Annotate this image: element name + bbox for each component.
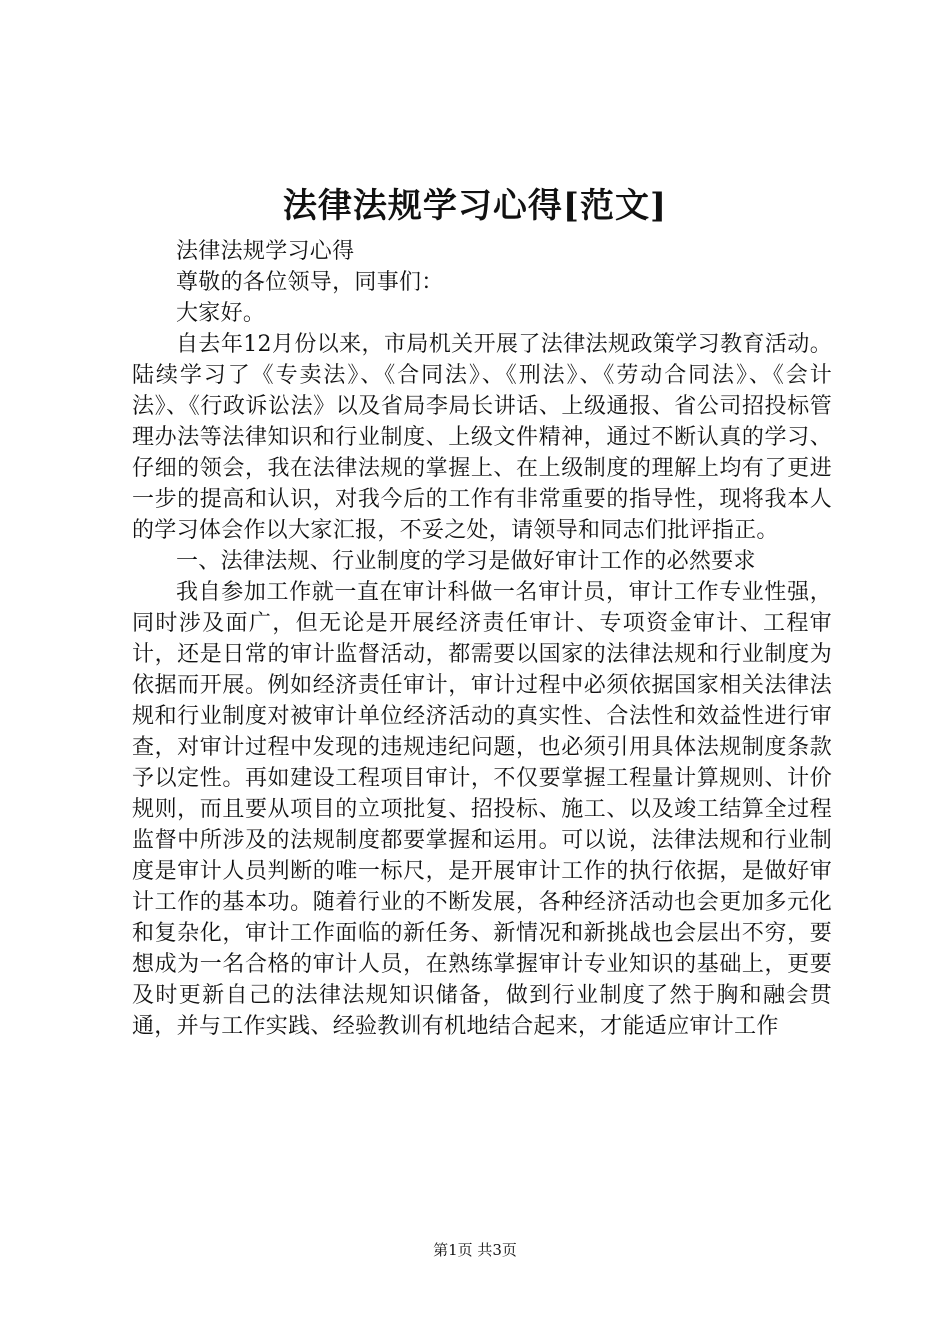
paragraph-body: 我自参加工作就一直在审计科做一名审计员，审计工作专业性强，同时涉及面广，但无论是开展经济责任审计、专项资金审计、工程审计，还是日常的审计监督活动，都需要以国家的法律法规和行业制度为依据而开展。例如经济责任审计，审计过程中必须依据国家相关法律法规和行业制度对被审计单位经济活动的真实性、合法性和效益性进行审查，对审计过程中发现的违规违纪问题，也必须引用具体法规制度条款予以定性。再如建设工程项目审计，不仅要掌握工程量计算规则、计价规则，而且要从项目的立项批复、招投标、施工、以及竣工结算全过程监督中所涉及的法规制度都要掌握和运用。可以说，法律法规和行业制度是审计人员判断的唯一标尺，是开展审计工作的执行依据，是做好审计工作的基本功。随着行业的不断发展，各种经济活动也会更加多元化和复杂化，审计工作面临的新任务、新情况和新挑战也会层出不穷，要想成为一名合格的审计人员，在熟练掌握审计专业知识的基础上，更要及时更新自己的法律法规知识储备，做到行业制度了然于胸和融会贯通，并与工作实践、经验教训有机地结合起来，才能适应审计工作	[132, 580, 832, 1039]
document-body	[132, 236, 832, 1042]
paragraph-greeting: 大家好。	[176, 301, 266, 326]
paragraph-intro: 自去年12月份以来，市局机关开展了法律法规政策学习教育活动。陆续学习了《专卖法》、《合同法》、《刑法》、《劳动合同法》、《会计法》、《行政诉讼法》以及省局李局长讲话、上级通报、省公司招投标管理办法等法律知识和行业制度、上级文件精神，通过不断认真的学习、仔细的领会，我在法律法规的掌握上、在上级制度的理解上均有了更进一步的提高和认识，对我今后的工作有非常重要的指导性，现将我本人的学习体会作以大家汇报，不妥之处，请领导和同志们批评指正。	[132, 332, 832, 543]
paragraph-salutation: 尊敬的各位领导，同事们：	[176, 270, 444, 295]
page-number-footer: 第1页 共3页	[433, 1241, 517, 1259]
paragraph-heading-line: 法律法规学习心得	[176, 239, 355, 264]
paragraph-section-heading: 一、法律法规、行业制度的学习是做好审计工作的必然要求	[176, 549, 756, 574]
document-title: 法律法规学习心得[范文]	[282, 186, 668, 226]
